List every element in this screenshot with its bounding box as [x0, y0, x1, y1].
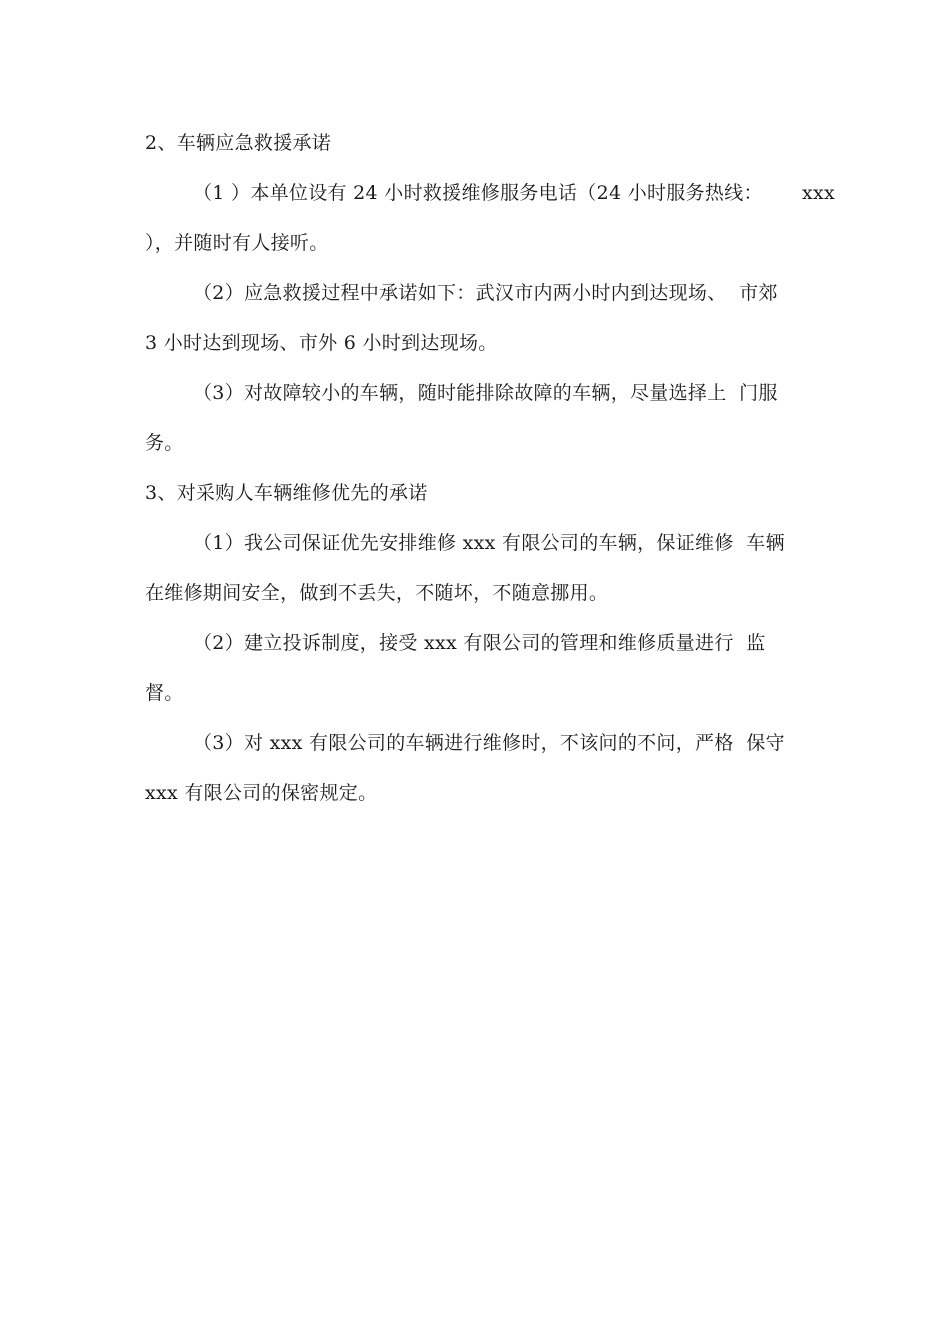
section-3-item-3-line-1: （3）对 xxx 有限公司的车辆进行维修时，不该问的不问，严格 保守	[193, 732, 785, 754]
section-2-item-1-text: （1 ）本单位设有 24 小时救援维修服务电话（24 小时服务热线：	[193, 182, 763, 204]
section-2-item-3-line-1: （3）对故障较小的车辆，随时能排除故障的车辆，尽量选择上 门服	[193, 382, 778, 404]
section-3-item-1-line-1: （1）我公司保证优先安排维修 xxx 有限公司的车辆，保证维修 车辆	[193, 532, 785, 554]
section-3-item-2-line-1: （2）建立投诉制度，接受 xxx 有限公司的管理和维修质量进行 监	[193, 632, 766, 654]
section-2-item-2-line-2: 3 小时达到现场、市外 6 小时到达现场。	[145, 332, 498, 354]
section-3-heading: 3、对采购人车辆维修优先的承诺	[145, 482, 428, 504]
hotline-number: xxx	[801, 182, 835, 204]
section-3-item-3-line-2: xxx 有限公司的保密规定。	[145, 782, 378, 804]
section-2-item-2-line-1: （2）应急救援过程中承诺如下：武汉市内两小时内到达现场、 市郊	[193, 282, 778, 304]
section-3-item-1-line-2: 在维修期间安全，做到不丢失，不随坏，不随意挪用。	[145, 582, 609, 604]
section-2-heading: 2、车辆应急救援承诺	[145, 132, 332, 154]
section-2-item-1-line-2: ），并随时有人接听。	[145, 232, 329, 254]
document-body	[145, 118, 835, 818]
section-3-item-2-line-2: 督。	[145, 682, 184, 704]
section-2-item-1-line-1	[145, 168, 835, 218]
section-2-item-3-line-2: 务。	[145, 432, 184, 454]
